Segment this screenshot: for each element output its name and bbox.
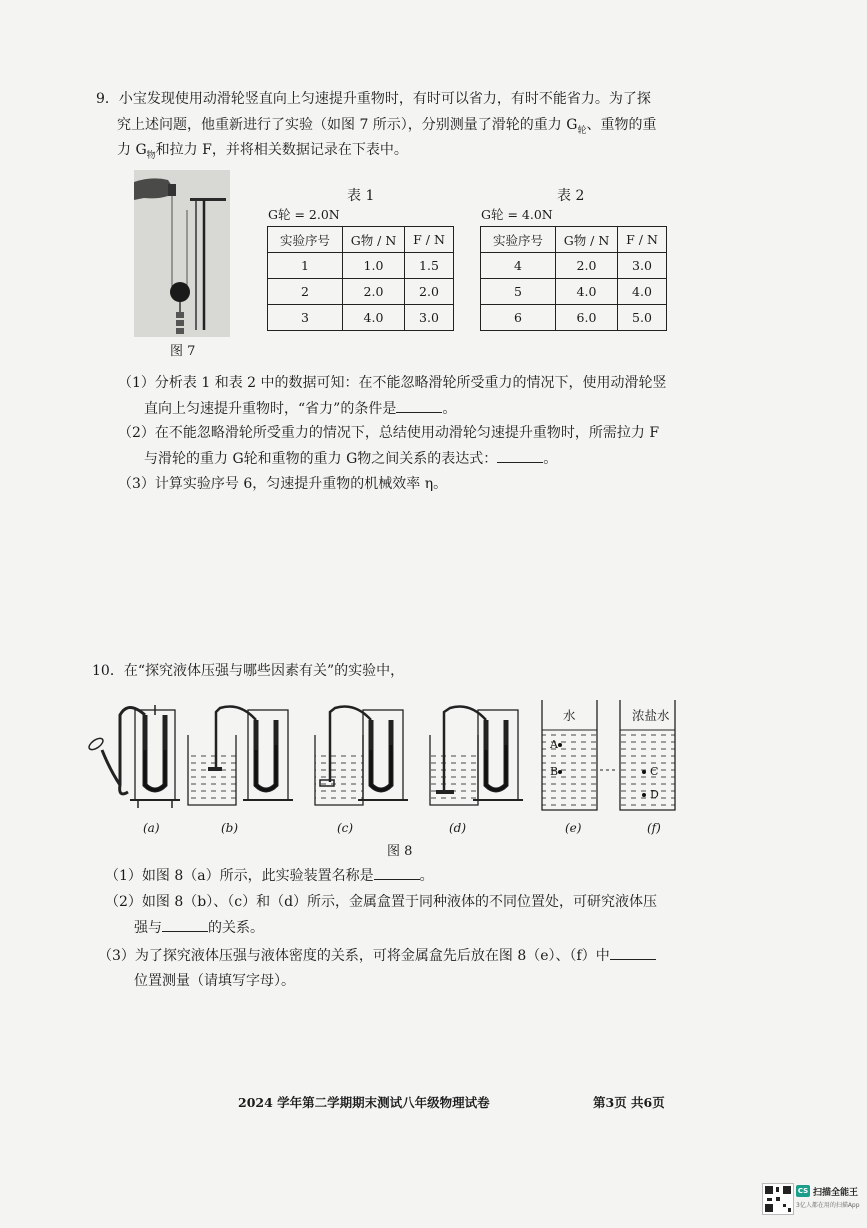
point-b-marker [558, 770, 562, 774]
page-number: 第3页 共6页 [593, 1095, 665, 1110]
table2-cell: 5.0 [618, 305, 667, 331]
table2-cell: 6 [481, 305, 556, 331]
watermark-tagline: 3亿人都在用的扫描App [796, 1202, 860, 1209]
fig8d-label: (d) [449, 821, 467, 835]
table1-cell: 3 [268, 305, 343, 331]
fig8c-setup [315, 707, 408, 806]
table1-header: 实验序号 [268, 227, 343, 253]
q10-sub2-line1: （2）如图 8（b）、（c）和（d）所示，金属盒置于同种液体的不同位置处，可研究液体压 [105, 894, 658, 910]
q9-sub3: （3）计算实验序号 6，匀速提升重物的机械效率 η。 [118, 476, 448, 492]
table2-header: G物 / N [556, 227, 618, 253]
table2-title: 表 2 [557, 188, 585, 204]
table2-cell: 2.0 [556, 253, 618, 279]
fig8c-label: (c) [337, 821, 354, 835]
q9-sub1-line1: （1）分析表 1 和表 2 中的数据可知：在不能忽略滑轮所受重力的情况下，使用动滑轮竖 [118, 375, 667, 391]
watermark-app-name: 扫描全能王 [813, 1188, 859, 1198]
table-row [481, 253, 667, 279]
camscanner-logo-icon: CS [797, 1187, 809, 1195]
point-a-label: A [550, 738, 558, 751]
fig8-caption: 图 8 [387, 844, 413, 859]
table-row [268, 305, 454, 331]
table2-cell: 6.0 [556, 305, 618, 331]
table2-cell: 3.0 [618, 253, 667, 279]
table1-title: 表 1 [347, 188, 375, 204]
q9-sub2-line1: （2）在不能忽略滑轮所受重力的情况下，总结使用动滑轮匀速提升重物时，所需拉力 F [118, 425, 660, 441]
table2-cell: 4 [481, 253, 556, 279]
table1-cell: 1 [268, 253, 343, 279]
table2-header: F / N [618, 227, 667, 253]
fig8a-manometer [87, 705, 180, 808]
table1-cell: 1.5 [405, 253, 454, 279]
qr-code-icon [762, 1183, 794, 1215]
fig8a-label: (a) [143, 821, 160, 835]
table-row [481, 279, 667, 305]
fig8b-setup [188, 707, 293, 806]
table1-cell: 2.0 [343, 279, 405, 305]
q10-sub2-line2: 强与 的关系。 [134, 917, 264, 938]
fig7-caption: 图 7 [170, 344, 196, 359]
fig8e-label: (e) [565, 821, 582, 835]
point-c-label: C [650, 765, 659, 778]
table1-cell: 2 [268, 279, 343, 305]
fig8-diagram [80, 690, 700, 840]
table1 [267, 226, 454, 331]
point-a-marker [558, 743, 562, 747]
fig8d-setup [430, 707, 523, 806]
q10-sub3-line2: 位置测量（请填写字母）。 [134, 973, 295, 989]
table1-note: G轮 = 2.0N [268, 207, 340, 222]
q10-stem: 10．在“探究液体压强与哪些因素有关”的实验中， [92, 663, 405, 679]
table-row [268, 253, 454, 279]
point-b-label: B [550, 765, 559, 778]
table1-cell: 2.0 [405, 279, 454, 305]
beaker-e-label: 水 [563, 708, 576, 723]
q9-sub2-line2: 与滑轮的重力 G轮和重物的重力 G物之间关系的表达式： 。 [144, 448, 557, 469]
pulley-experiment-drawing [134, 170, 230, 337]
answer-blank[interactable] [374, 865, 420, 880]
table-row [481, 305, 667, 331]
fig8b-label: (b) [221, 821, 239, 835]
point-d-label: D [650, 788, 659, 801]
q9-stem-line1: 9．小宝发现使用动滑轮竖直向上匀速提升重物时，有时可以省力，有时不能省力。为了探 [96, 91, 651, 107]
table1-header: G物 / N [343, 227, 405, 253]
table2-header-row [481, 227, 667, 253]
q9-stem-line3: 力 $G_物$和拉力 F，并将相关数据记录在下表中。 [117, 142, 408, 161]
table2-cell: 5 [481, 279, 556, 305]
table2-header: 实验序号 [481, 227, 556, 253]
answer-blank[interactable] [610, 945, 656, 960]
table-row [268, 279, 454, 305]
table2-cell: 4.0 [618, 279, 667, 305]
table2-note: G轮 = 4.0N [481, 207, 553, 222]
beaker-f-label: 浓盐水 [632, 708, 670, 723]
answer-blank[interactable] [162, 917, 208, 932]
table1-cell: 3.0 [405, 305, 454, 331]
q10-sub3-line1: （3）为了探究液体压强与液体密度的关系，可将金属盒先后放在图 8（e）、（f）中 [98, 945, 656, 966]
table2 [480, 226, 667, 331]
table1-cell: 4.0 [343, 305, 405, 331]
q9-sub1-line2: 直向上匀速提升重物时，“省力”的条件是 。 [144, 398, 456, 419]
fig8f-label: (f) [647, 821, 661, 835]
point-d-marker [642, 793, 646, 797]
answer-blank[interactable] [396, 398, 442, 413]
q10-sub1: （1）如图 8（a）所示，此实验装置名称是 。 [105, 865, 434, 886]
table2-cell: 4.0 [556, 279, 618, 305]
point-c-marker [642, 770, 646, 774]
q9-stem-line2: 究上述问题，他重新进行了实验（如图 7 所示），分别测量了滑轮的重力 $G_轮$、重物的重 [117, 117, 657, 136]
answer-blank[interactable] [497, 448, 543, 463]
table1-header-row [268, 227, 454, 253]
table1-header: F / N [405, 227, 454, 253]
table1-cell: 1.0 [343, 253, 405, 279]
fig7-pulley-photo [134, 170, 230, 337]
exam-title-footer: 2024 学年第二学期期末测试八年级物理试卷 [238, 1095, 490, 1110]
